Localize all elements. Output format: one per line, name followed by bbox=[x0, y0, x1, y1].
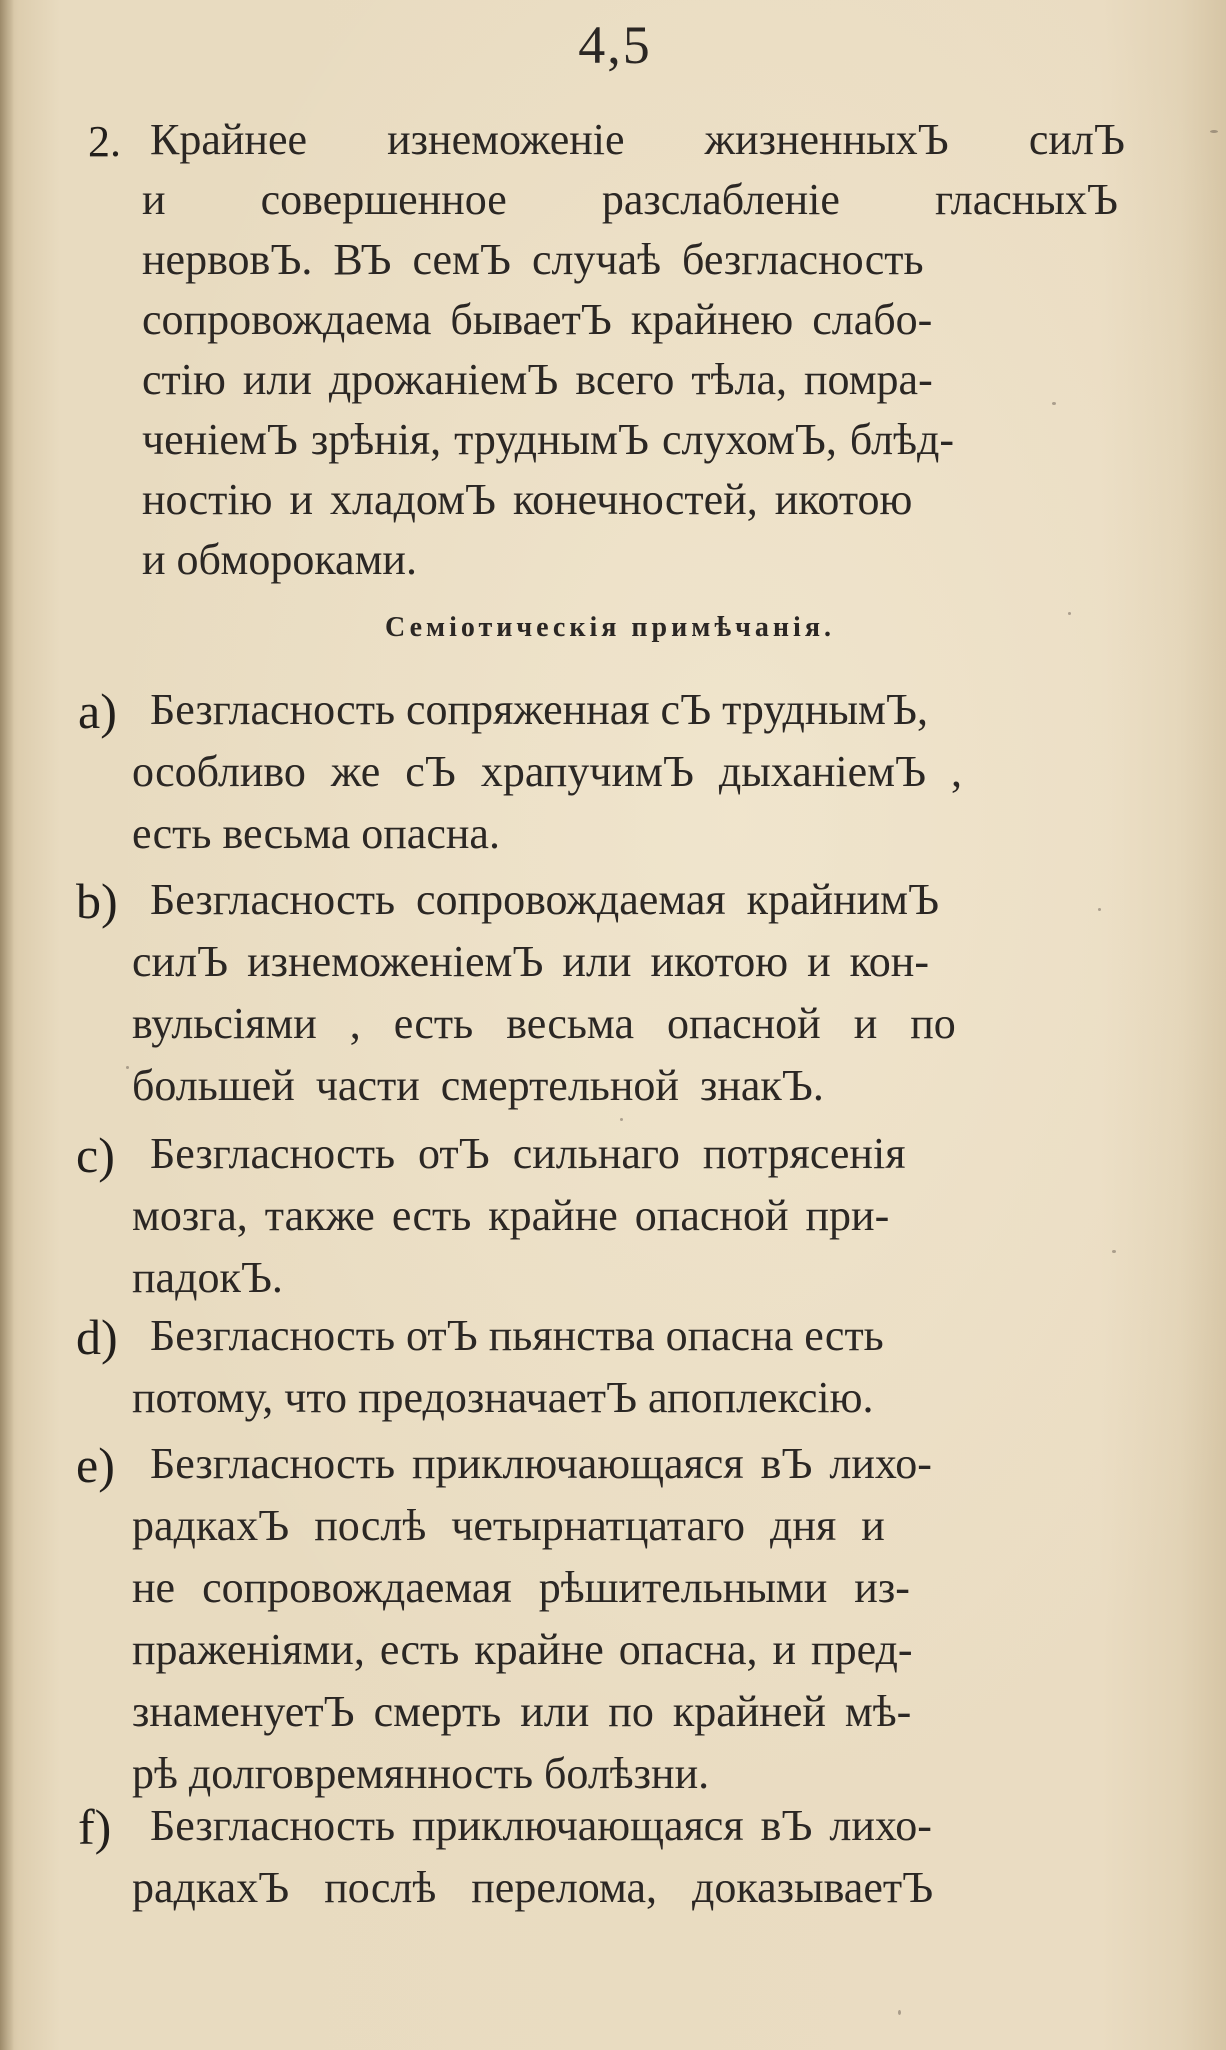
note-b-line-4: большей части смертельной знакЪ. bbox=[132, 1061, 824, 1110]
note-d-label: d) bbox=[76, 1309, 118, 1365]
paper-speck bbox=[1068, 612, 1071, 615]
note-c-line-1: Безгласность отЪ сильнаго потрясенія bbox=[150, 1129, 906, 1178]
paper-speck bbox=[1052, 402, 1056, 405]
item2-line-8: и обмороками. bbox=[142, 535, 417, 584]
item2-line-3: нервовЪ. ВЪ семЪ случаѣ безгласность bbox=[142, 235, 924, 284]
note-e-line-1: Безгласность приключающаяся вЪ лихо- bbox=[150, 1439, 932, 1488]
note-a-label: a) bbox=[78, 683, 117, 739]
note-b-line-3: вульсіями , есть весьма опасной и по bbox=[132, 999, 956, 1048]
item2-line-1: Крайнее изнеможеніе жизненныхЪ силЪ bbox=[150, 115, 1125, 164]
item2-line-5: стію или дрожаніемЪ всего тѣла, помра- bbox=[142, 355, 933, 404]
paper-speck bbox=[1210, 130, 1218, 133]
item2-line-4: сопровождаема бываетЪ крайнею слабо- bbox=[142, 295, 933, 344]
note-c-label: c) bbox=[76, 1127, 115, 1183]
note-c-line-3: падокЪ. bbox=[132, 1253, 283, 1302]
note-b-line-2: силЪ изнеможеніемЪ или икотою и кон- bbox=[132, 937, 929, 986]
item-number: 2. bbox=[88, 117, 121, 166]
note-e-line-5: знаменуетЪ смерть или по крайней мѣ- bbox=[132, 1687, 912, 1736]
item2-line-7: ностію и хладомЪ конечностей, икотою bbox=[142, 475, 913, 524]
note-b-label: b) bbox=[76, 873, 118, 929]
note-a-line-3: есть весьма опасна. bbox=[132, 809, 500, 858]
note-b-line-1: Безгласность сопровождаемая крайнимЪ bbox=[150, 875, 940, 924]
paper-speck bbox=[620, 1118, 623, 1121]
note-f-label: f) bbox=[78, 1799, 112, 1855]
note-f-line-1: Безгласность приключающаяся вЪ лихо- bbox=[150, 1801, 932, 1850]
item2-line-6: ченіемЪ зрѣнія, труднымЪ слухомЪ, блѣд- bbox=[142, 415, 955, 464]
note-d-line-1: Безгласность отЪ пьянства опасна есть bbox=[150, 1311, 884, 1360]
note-e-line-4: праженіями, есть крайне опасна, и пред- bbox=[132, 1625, 913, 1674]
note-e-line-6: рѣ долговремянность болѣзни. bbox=[132, 1749, 710, 1798]
paper-speck bbox=[126, 1066, 129, 1069]
paper-speck bbox=[898, 2010, 901, 2015]
paper-speck bbox=[1098, 908, 1101, 911]
note-a-line-1: Безгласность сопряженная сЪ труднымЪ, bbox=[150, 685, 928, 734]
page-binding-shadow bbox=[0, 0, 14, 2050]
page-number: 4,5 bbox=[578, 15, 652, 75]
paper-speck bbox=[1112, 1250, 1116, 1253]
note-f-line-2: радкахЪ послѣ перелома, доказываетЪ bbox=[132, 1863, 934, 1912]
item2-line-2: и совершенное разслабленіе гласныхЪ bbox=[142, 175, 1118, 224]
note-e-line-2: радкахЪ послѣ четырнатцатаго дня и bbox=[132, 1501, 885, 1550]
section-heading: Семіотическія примѣчанія. bbox=[385, 612, 835, 643]
note-a-line-2: особливо же сЪ храпучимЪ дыханіемЪ , bbox=[132, 747, 963, 796]
note-e-line-3: не сопровождаемая рѣшительными из- bbox=[132, 1563, 910, 1612]
note-e-label: e) bbox=[76, 1437, 115, 1493]
note-c-line-2: мозга, также есть крайне опасной при- bbox=[132, 1191, 890, 1240]
note-d-line-2: потому, что предозначаетЪ апоплексію. bbox=[132, 1373, 874, 1422]
